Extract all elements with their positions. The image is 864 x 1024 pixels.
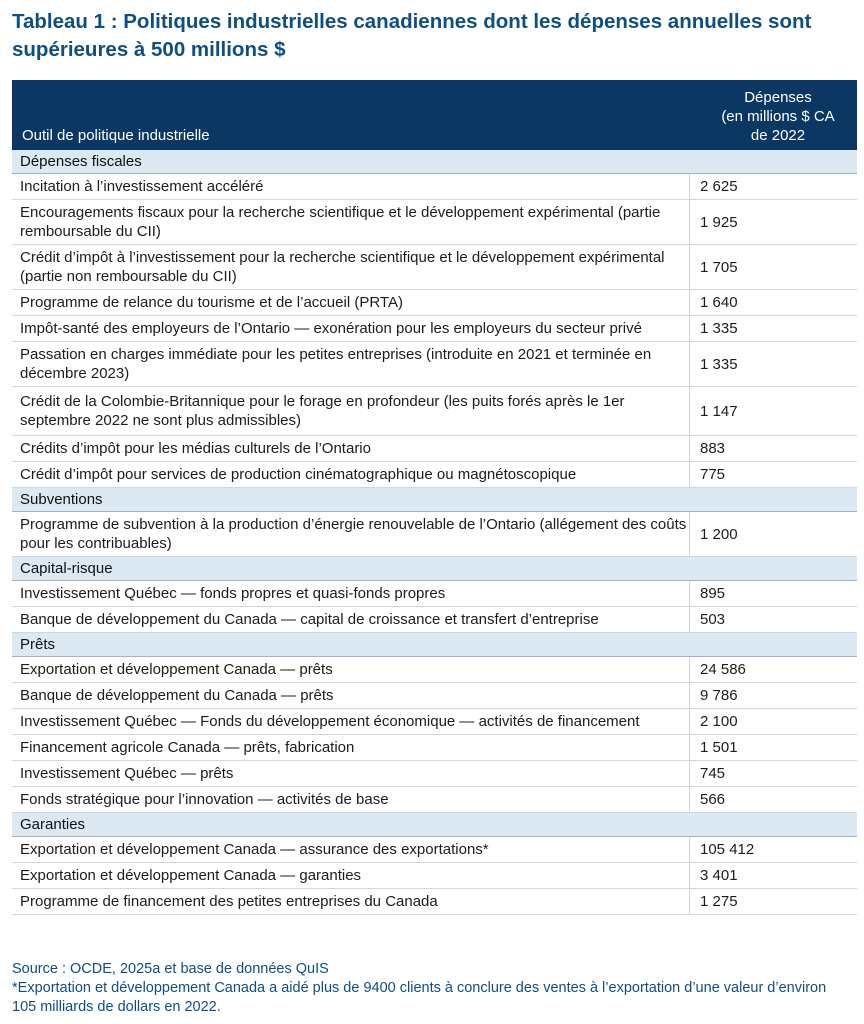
row-label: Investissement Québec — Fonds du développement économique — activités de financement [12, 709, 690, 734]
row-label: Passation en charges immédiate pour les petites entreprises (introduite en 2021 et terminée en décembre 2023) [12, 342, 690, 386]
source-note: Source : OCDE, 2025a et base de données QuIS [12, 961, 329, 977]
row-label: Incitation à l’investissement accéléré [12, 174, 690, 199]
column-header-expenses-line1: Dépenses [744, 89, 812, 106]
table-row [12, 761, 857, 787]
table-row [12, 683, 857, 709]
table-row [12, 607, 857, 633]
row-label: Crédit d’impôt à l’investissement pour la recherche scientifique et le développement expérimental (partie non remboursable du CII) [12, 245, 690, 289]
row-label: Impôt-santé des employeurs de l’Ontario — exonération pour les employeurs du secteur privé [12, 316, 690, 341]
table-row [12, 342, 857, 387]
table-row [12, 436, 857, 462]
row-value: 2 625 [700, 178, 738, 195]
table-header [12, 80, 857, 150]
row-value: 2 100 [700, 713, 738, 730]
table-row [12, 889, 857, 915]
table-row [12, 787, 857, 813]
table-row [12, 863, 857, 889]
row-label: Programme de financement des petites entreprises du Canada [12, 889, 690, 914]
row-value: 1 501 [700, 739, 738, 756]
row-label: Investissement Québec — prêts [12, 761, 690, 786]
row-value: 1 640 [700, 294, 738, 311]
column-header-expenses [699, 88, 857, 145]
footnote: *Exportation et développement Canada a aidé plus de 9400 clients à conclure des ventes à l’exportation d’une valeur d’environ 105 milliards de dollars en 2022. [12, 980, 827, 1015]
row-value: 3 401 [700, 867, 738, 884]
table-notes [12, 960, 852, 1017]
row-value: 1 925 [700, 213, 738, 231]
policy-table [12, 80, 857, 915]
row-label: Investissement Québec — fonds propres et quasi-fonds propres [12, 581, 690, 606]
row-label: Fonds stratégique pour l’innovation — activités de base [12, 787, 690, 812]
row-value: 503 [700, 611, 726, 628]
row-value: 9 786 [700, 687, 738, 704]
section-header: Subventions [12, 488, 857, 512]
table-row [12, 200, 857, 245]
row-label: Financement agricole Canada — prêts, fabrication [12, 735, 690, 760]
table-row [12, 735, 857, 761]
table-row [12, 709, 857, 735]
column-header-expenses-line3: de 2022 [750, 127, 806, 144]
row-value: 24 586 [700, 661, 746, 678]
section-header: Prêts [12, 633, 857, 657]
row-value: 1 705 [700, 258, 738, 276]
row-label: Crédits d’impôt pour les médias culturels de l’Ontario [12, 436, 690, 461]
row-label: Exportation et développement Canada — prêts [12, 657, 690, 682]
row-value: 895 [700, 585, 726, 602]
table-row [12, 387, 857, 436]
row-label: Banque de développement du Canada — prêts [12, 683, 690, 708]
row-value: 1 147 [700, 402, 738, 420]
row-value: 566 [700, 791, 726, 808]
row-label: Exportation et développement Canada — garanties [12, 863, 690, 888]
row-label: Banque de développement du Canada — capital de croissance et transfert d’entreprise [12, 607, 690, 632]
table-row [12, 581, 857, 607]
table-row [12, 657, 857, 683]
table-row [12, 316, 857, 342]
row-value: 1 200 [700, 525, 738, 543]
row-label: Exportation et développement Canada — assurance des exportations* [12, 837, 690, 862]
row-label: Crédit d’impôt pour services de production cinématographique ou magnétoscopique [12, 462, 690, 487]
section-header: Dépenses fiscales [12, 150, 857, 174]
row-label: Programme de subvention à la production d’énergie renouvelable de l’Ontario (allégement des coûts pour les contribuables) [12, 512, 690, 556]
column-header-tool: Outil de politique industrielle [22, 127, 210, 144]
section-header: Garanties [12, 813, 857, 837]
row-value: 1 275 [700, 893, 738, 910]
table-row [12, 462, 857, 488]
row-value: 883 [700, 440, 726, 457]
row-label: Encouragements fiscaux pour la recherche scientifique et le développement expérimental (partie remboursable du CII) [12, 200, 690, 244]
table-row [12, 290, 857, 316]
row-value: 105 412 [700, 841, 755, 858]
column-header-expenses-line2: (en millions $ CA [721, 108, 835, 125]
row-label: Crédit de la Colombie-Britannique pour le forage en profondeur (les puits forés après le 1er septembre 2022 ne sont plus admissibles) [12, 387, 690, 435]
table-row [12, 837, 857, 863]
table-title: Tableau 1 : Politiques industrielles canadiennes dont les dépenses annuelles sont supérieures à 500 millions $ [12, 10, 812, 61]
table-row [12, 174, 857, 200]
row-value: 1 335 [700, 355, 738, 373]
table-body [12, 150, 857, 915]
row-label: Programme de relance du tourisme et de l’accueil (PRTA) [12, 290, 690, 315]
table-row [12, 512, 857, 557]
row-value: 1 335 [700, 320, 738, 337]
row-value: 775 [700, 466, 726, 483]
row-value: 745 [700, 765, 726, 782]
section-header: Capital-risque [12, 557, 857, 581]
table-row [12, 245, 857, 290]
